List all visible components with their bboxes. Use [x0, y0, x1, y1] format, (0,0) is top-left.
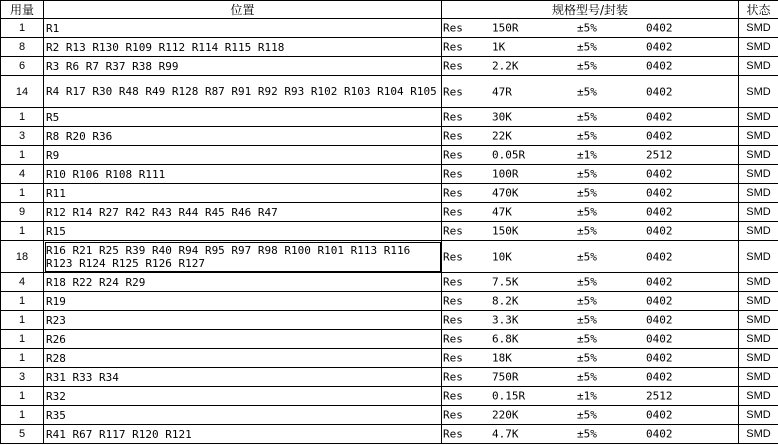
table-row[interactable]: [1, 203, 778, 222]
position-cell[interactable]: R9: [44, 146, 442, 165]
spec-cell[interactable]: [442, 184, 739, 203]
table-row[interactable]: [1, 387, 778, 406]
spec-tolerance: ±5%: [577, 40, 597, 54]
position-cell[interactable]: R23: [44, 311, 442, 330]
spec-type: Res: [443, 59, 463, 73]
spec-package: 0402: [646, 186, 673, 200]
spec-value: 2.2K: [492, 59, 519, 73]
spec-cell[interactable]: [442, 76, 739, 108]
status-cell[interactable]: SMD: [739, 292, 778, 311]
spec-cell[interactable]: [442, 311, 739, 330]
status-cell[interactable]: SMD: [739, 203, 778, 222]
spec-value: 0.05R: [492, 148, 526, 162]
position-cell[interactable]: R28: [44, 349, 442, 368]
position-cell[interactable]: R26: [44, 330, 442, 349]
spec-package: 0402: [646, 275, 673, 289]
qty-cell[interactable]: 8: [1, 38, 44, 57]
spec-tolerance: ±5%: [577, 332, 597, 346]
spec-type: Res: [443, 167, 463, 181]
spec-cell[interactable]: [442, 292, 739, 311]
spec-cell[interactable]: [442, 19, 739, 38]
spec-package: 0402: [646, 408, 673, 422]
spec-type: Res: [443, 408, 463, 422]
header-status[interactable]: 状态: [739, 1, 778, 19]
spec-cell[interactable]: [442, 330, 739, 349]
bom-body: [1, 19, 778, 444]
status-cell[interactable]: SMD: [739, 38, 778, 57]
spec-tolerance: ±5%: [577, 313, 597, 327]
table-row[interactable]: [1, 349, 778, 368]
status-cell[interactable]: SMD: [739, 146, 778, 165]
spec-cell[interactable]: [442, 406, 739, 425]
table-row[interactable]: [1, 19, 778, 38]
qty-cell[interactable]: 1: [1, 330, 44, 349]
position-cell[interactable]: R1: [44, 19, 442, 38]
spec-value: 100R: [492, 167, 519, 181]
spec-value: 47R: [492, 85, 512, 98]
spec-value: 10K: [492, 250, 512, 263]
spec-package: 0402: [646, 313, 673, 327]
spec-value: 7.5K: [492, 275, 519, 289]
spec-cell[interactable]: [442, 165, 739, 184]
spec-value: 22K: [492, 129, 512, 143]
spec-value: 18K: [492, 351, 512, 365]
spec-tolerance: ±5%: [577, 275, 597, 289]
spec-value: 6.8K: [492, 332, 519, 346]
qty-cell[interactable]: 1: [1, 222, 44, 241]
spec-tolerance: ±5%: [577, 250, 597, 263]
position-cell[interactable]: R15: [44, 222, 442, 241]
spec-value: 220K: [492, 408, 519, 422]
status-cell[interactable]: SMD: [739, 387, 778, 406]
qty-cell[interactable]: 1: [1, 19, 44, 38]
spec-value: 3.3K: [492, 313, 519, 327]
status-cell[interactable]: SMD: [739, 273, 778, 292]
spec-package: 0402: [646, 427, 673, 441]
status-cell[interactable]: SMD: [739, 425, 778, 444]
qty-cell[interactable]: 1: [1, 387, 44, 406]
table-row[interactable]: [1, 241, 778, 273]
qty-cell[interactable]: 18: [1, 241, 44, 273]
spec-tolerance: ±5%: [577, 205, 597, 219]
spec-tolerance: ±5%: [577, 167, 597, 181]
spec-type: Res: [443, 313, 463, 327]
status-cell[interactable]: SMD: [739, 184, 778, 203]
spec-tolerance: ±5%: [577, 59, 597, 73]
qty-cell[interactable]: 1: [1, 311, 44, 330]
table-row[interactable]: [1, 273, 778, 292]
spec-type: Res: [443, 370, 463, 384]
spec-package: 2512: [646, 389, 673, 403]
position-cell[interactable]: R18 R22 R24 R29: [44, 273, 442, 292]
spec-package: 0402: [646, 59, 673, 73]
status-cell[interactable]: SMD: [739, 57, 778, 76]
qty-cell[interactable]: 3: [1, 127, 44, 146]
spec-package: 0402: [646, 250, 673, 263]
spec-type: Res: [443, 129, 463, 143]
spec-value: 1K: [492, 40, 506, 54]
table-row[interactable]: [1, 184, 778, 203]
spec-type: Res: [443, 351, 463, 365]
status-cell[interactable]: SMD: [739, 330, 778, 349]
spec-tolerance: ±5%: [577, 21, 597, 35]
spec-package: 0402: [646, 370, 673, 384]
spec-type: Res: [443, 186, 463, 200]
spec-type: Res: [443, 294, 463, 308]
status-cell[interactable]: SMD: [739, 222, 778, 241]
spec-type: Res: [443, 332, 463, 346]
spec-value: 470K: [492, 186, 519, 200]
spec-value: 750R: [492, 370, 519, 384]
spec-tolerance: ±5%: [577, 370, 597, 384]
header-qty[interactable]: 用量: [1, 1, 44, 19]
spec-type: Res: [443, 21, 463, 35]
spec-tolerance: ±5%: [577, 85, 597, 98]
header-spec[interactable]: 规格型号/封装: [442, 1, 739, 19]
spec-package: 0402: [646, 85, 673, 98]
spec-tolerance: ±5%: [577, 224, 597, 238]
spec-package: 0402: [646, 167, 673, 181]
header-position[interactable]: 位置: [44, 1, 442, 19]
qty-cell[interactable]: 1: [1, 406, 44, 425]
spec-type: Res: [443, 427, 463, 441]
position-cell[interactable]: R2 R13 R130 R109 R112 R114 R115 R118: [44, 38, 442, 57]
spec-tolerance: ±5%: [577, 427, 597, 441]
spec-type: Res: [443, 110, 463, 124]
spec-type: Res: [443, 224, 463, 238]
status-cell[interactable]: SMD: [739, 406, 778, 425]
spec-cell[interactable]: [442, 127, 739, 146]
position-cell[interactable]: R3 R6 R7 R37 R38 R99: [44, 57, 442, 76]
spec-cell[interactable]: [442, 38, 739, 57]
qty-cell[interactable]: 1: [1, 108, 44, 127]
table-row[interactable]: [1, 127, 778, 146]
table-row[interactable]: [1, 76, 778, 108]
table-row[interactable]: [1, 425, 778, 444]
spec-package: 0402: [646, 40, 673, 54]
qty-cell[interactable]: 1: [1, 146, 44, 165]
spec-package: 0402: [646, 110, 673, 124]
position-cell[interactable]: R41 R67 R117 R120 R121: [44, 425, 442, 444]
spec-type: Res: [443, 275, 463, 289]
spec-cell[interactable]: [442, 57, 739, 76]
spec-cell[interactable]: [442, 241, 739, 273]
table-row[interactable]: [1, 165, 778, 184]
table-row[interactable]: [1, 57, 778, 76]
table-row[interactable]: [1, 368, 778, 387]
status-cell[interactable]: SMD: [739, 368, 778, 387]
spec-tolerance: ±5%: [577, 351, 597, 365]
qty-cell[interactable]: 4: [1, 273, 44, 292]
header-row: [1, 1, 778, 19]
spec-cell[interactable]: [442, 425, 739, 444]
qty-cell[interactable]: 1: [1, 292, 44, 311]
position-cell[interactable]: R11: [44, 184, 442, 203]
spec-tolerance: ±5%: [577, 129, 597, 143]
spec-package: 0402: [646, 351, 673, 365]
spec-type: Res: [443, 205, 463, 219]
position-cell[interactable]: R31 R33 R34: [44, 368, 442, 387]
qty-cell[interactable]: 14: [1, 76, 44, 108]
table-row[interactable]: [1, 406, 778, 425]
status-cell[interactable]: SMD: [739, 349, 778, 368]
position-cell[interactable]: R10 R106 R108 R111: [44, 165, 442, 184]
spec-tolerance: ±1%: [577, 148, 597, 162]
qty-cell[interactable]: 9: [1, 203, 44, 222]
spec-type: Res: [443, 85, 463, 98]
position-cell[interactable]: R12 R14 R27 R42 R43 R44 R45 R46 R47: [44, 203, 442, 222]
spec-package: 2512: [646, 148, 673, 162]
position-cell[interactable]: R16 R21 R25 R39 R40 R94 R95 R97 R98 R100 R101 R113 R116 R123 R124 R125 R126 R127: [44, 241, 442, 273]
spec-value: 0.15R: [492, 389, 526, 403]
position-cell[interactable]: R5: [44, 108, 442, 127]
spec-cell[interactable]: [442, 222, 739, 241]
spec-type: Res: [443, 389, 463, 403]
position-cell[interactable]: R19: [44, 292, 442, 311]
spec-package: 0402: [646, 224, 673, 238]
table-row[interactable]: [1, 222, 778, 241]
qty-cell[interactable]: 3: [1, 368, 44, 387]
qty-cell[interactable]: 1: [1, 349, 44, 368]
spec-cell[interactable]: [442, 387, 739, 406]
spec-tolerance: ±5%: [577, 186, 597, 200]
spec-package: 0402: [646, 21, 673, 35]
spec-type: Res: [443, 40, 463, 54]
spec-cell[interactable]: [442, 203, 739, 222]
spec-cell[interactable]: [442, 273, 739, 292]
spec-package: 0402: [646, 332, 673, 346]
spec-value: 4.7K: [492, 427, 519, 441]
status-cell[interactable]: SMD: [739, 127, 778, 146]
spec-package: 0402: [646, 129, 673, 143]
qty-cell[interactable]: 1: [1, 184, 44, 203]
spec-value: 30K: [492, 110, 512, 124]
spec-value: 150K: [492, 224, 519, 238]
spec-cell[interactable]: [442, 146, 739, 165]
table-row[interactable]: [1, 108, 778, 127]
status-cell[interactable]: SMD: [739, 19, 778, 38]
position-cell[interactable]: R32: [44, 387, 442, 406]
position-cell[interactable]: R4 R17 R30 R48 R49 R128 R87 R91 R92 R93 R102 R103 R104 R105: [44, 76, 442, 108]
position-cell[interactable]: R35: [44, 406, 442, 425]
spec-value: 8.2K: [492, 294, 519, 308]
spec-type: Res: [443, 250, 463, 263]
qty-cell[interactable]: 5: [1, 425, 44, 444]
spec-tolerance: ±1%: [577, 389, 597, 403]
status-cell[interactable]: SMD: [739, 108, 778, 127]
qty-cell[interactable]: 4: [1, 165, 44, 184]
status-cell[interactable]: SMD: [739, 165, 778, 184]
spec-package: 0402: [646, 205, 673, 219]
status-cell[interactable]: SMD: [739, 76, 778, 108]
table-row[interactable]: [1, 38, 778, 57]
table-row[interactable]: [1, 292, 778, 311]
spec-cell[interactable]: [442, 349, 739, 368]
spec-tolerance: ±5%: [577, 294, 597, 308]
table-row[interactable]: [1, 311, 778, 330]
table-row[interactable]: [1, 330, 778, 349]
spec-value: 150R: [492, 21, 519, 35]
table-row[interactable]: [1, 146, 778, 165]
position-cell[interactable]: R8 R20 R36: [44, 127, 442, 146]
spec-type: Res: [443, 148, 463, 162]
status-cell[interactable]: SMD: [739, 241, 778, 273]
spec-tolerance: ±5%: [577, 408, 597, 422]
status-cell[interactable]: SMD: [739, 311, 778, 330]
spec-tolerance: ±5%: [577, 110, 597, 124]
spec-cell[interactable]: [442, 108, 739, 127]
spec-cell[interactable]: [442, 368, 739, 387]
spec-package: 0402: [646, 294, 673, 308]
spec-value: 47K: [492, 205, 512, 219]
qty-cell[interactable]: 6: [1, 57, 44, 76]
